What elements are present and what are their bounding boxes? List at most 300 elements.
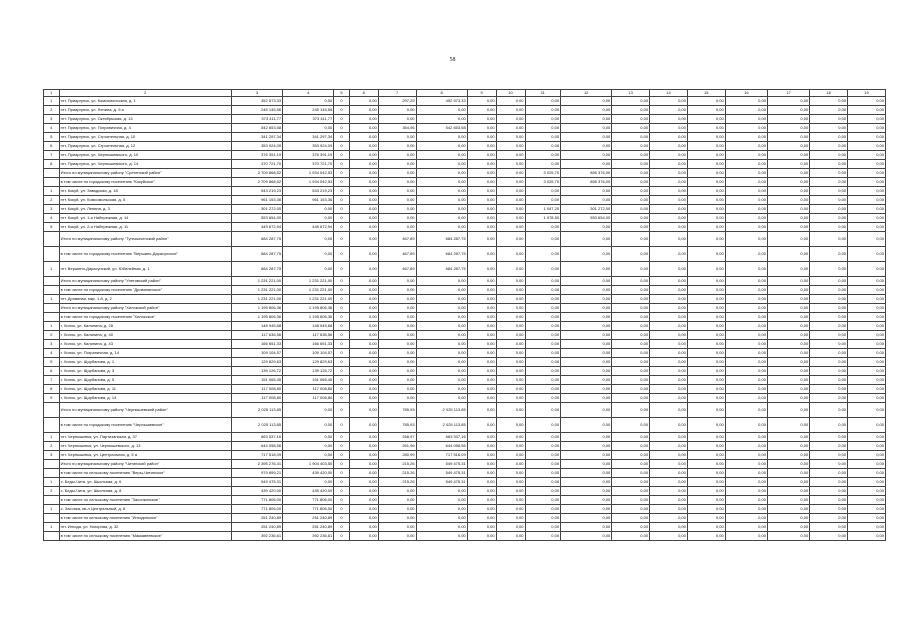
table-row bbox=[44, 232, 886, 247]
cell-value: 0,00 bbox=[687, 358, 725, 367]
cell-value: 0,00 bbox=[725, 106, 767, 115]
cell-value: 0,00 bbox=[687, 442, 725, 451]
cell-value: 0,00 bbox=[416, 331, 467, 340]
cell-value: 0,00 bbox=[416, 376, 467, 385]
cell-value: 373 411,77 bbox=[283, 115, 334, 124]
cell-value: 0,00 bbox=[349, 349, 378, 358]
cell-value: 0,00 bbox=[496, 478, 525, 487]
cell-value: 0,00 bbox=[810, 469, 848, 478]
row-number: 7 bbox=[44, 376, 60, 385]
row-label: Итого по муниципальному району "Улетовский район" bbox=[59, 277, 231, 286]
cell-value: 0,00 bbox=[525, 247, 561, 262]
cell-value: 0,00 bbox=[416, 214, 467, 223]
cell-value: 0,00 bbox=[496, 433, 525, 442]
cell-value: 0,00 bbox=[561, 106, 612, 115]
cell-value: 0,00 bbox=[283, 442, 334, 451]
cell-value: 0 bbox=[334, 532, 350, 541]
cell-value: 0,00 bbox=[848, 385, 886, 394]
column-number: 13 bbox=[612, 90, 650, 97]
cell-value: 0,00 bbox=[525, 286, 561, 295]
cell-value: 0,00 bbox=[687, 469, 725, 478]
cell-value: 0,00 bbox=[349, 151, 378, 160]
row-number: 4 bbox=[44, 214, 60, 223]
cell-value: 0,00 bbox=[848, 133, 886, 142]
cell-value: 961 153,36 bbox=[283, 196, 334, 205]
cell-value: 0,00 bbox=[561, 223, 612, 232]
cell-value: 549 475,31 bbox=[416, 460, 467, 469]
cell-value: 0,00 bbox=[378, 376, 416, 385]
cell-value: 0,00 bbox=[416, 187, 467, 196]
cell-value: 0,00 bbox=[810, 523, 848, 532]
cell-value: 0,00 bbox=[612, 385, 650, 394]
cell-value: 0,00 bbox=[810, 367, 848, 376]
row-label: с. Засопка, кв-л Центральный, д. 8 bbox=[59, 505, 231, 514]
cell-value: 0,00 bbox=[810, 532, 848, 541]
cell-value: 0,00 bbox=[650, 295, 688, 304]
cell-value: 0,00 bbox=[725, 505, 767, 514]
cell-value: 0,00 bbox=[496, 523, 525, 532]
table-row bbox=[44, 376, 886, 385]
cell-value: 0,00 bbox=[378, 151, 416, 160]
cell-value: 0,00 bbox=[767, 367, 809, 376]
cell-value: 0,00 bbox=[349, 403, 378, 418]
cell-value: 771 806,00 bbox=[283, 505, 334, 514]
cell-value: 0 bbox=[334, 403, 350, 418]
cell-value: 166 651,33 bbox=[283, 340, 334, 349]
cell-value: 0,00 bbox=[467, 247, 496, 262]
cell-value: 0,00 bbox=[496, 394, 525, 403]
cell-value: 0,00 bbox=[687, 496, 725, 505]
cell-value: 0,00 bbox=[496, 232, 525, 247]
cell-value: 0,00 bbox=[525, 403, 561, 418]
cell-value: 0,00 bbox=[467, 214, 496, 223]
cell-value: 0,00 bbox=[767, 304, 809, 313]
cell-value: 2 025 113,85 bbox=[416, 418, 467, 433]
cell-value: 0,00 bbox=[561, 385, 612, 394]
cell-value: 0,00 bbox=[612, 340, 650, 349]
cell-value: 0,00 bbox=[848, 187, 886, 196]
cell-value: 0,00 bbox=[767, 142, 809, 151]
cell-value: 0,00 bbox=[725, 367, 767, 376]
cell-value: 467,89 bbox=[378, 247, 416, 262]
cell-value: 0,00 bbox=[725, 478, 767, 487]
cell-value: 855 376,00 bbox=[561, 169, 612, 178]
row-label: пгт. Приаргунск, ул. Строительная, д. 10 bbox=[59, 133, 231, 142]
cell-value: 0,00 bbox=[687, 133, 725, 142]
cell-value: 0,00 bbox=[650, 385, 688, 394]
cell-value: 0,00 bbox=[687, 367, 725, 376]
cell-value: 2 025 113,85 bbox=[416, 403, 467, 418]
cell-value: 0,00 bbox=[525, 196, 561, 205]
cell-value: 0,00 bbox=[725, 151, 767, 160]
cell-value: 251 240,89 bbox=[231, 523, 282, 532]
cell-value: 0 bbox=[334, 496, 350, 505]
cell-value: 0,00 bbox=[612, 262, 650, 277]
cell-value: 139 126,72 bbox=[231, 367, 282, 376]
table-row bbox=[44, 277, 886, 286]
cell-value: 0,00 bbox=[525, 505, 561, 514]
row-label: в том числе по городскому поселению "Хилокское" bbox=[59, 313, 231, 322]
cell-value: 0,00 bbox=[848, 304, 886, 313]
cell-value: 0,00 bbox=[525, 367, 561, 376]
cell-value: 0,00 bbox=[810, 376, 848, 385]
column-number: 2 bbox=[59, 90, 231, 97]
cell-value: 0,00 bbox=[687, 232, 725, 247]
cell-value: 0,00 bbox=[687, 151, 725, 160]
cell-value: 0 bbox=[334, 115, 350, 124]
cell-value: 0,00 bbox=[283, 262, 334, 277]
cell-value: 0 bbox=[334, 160, 350, 169]
cell-value: 0,00 bbox=[561, 532, 612, 541]
cell-value: 0,00 bbox=[725, 340, 767, 349]
cell-value: 0,00 bbox=[848, 142, 886, 151]
cell-value: 0,00 bbox=[650, 196, 688, 205]
cell-value: 0,00 bbox=[496, 151, 525, 160]
cell-value: 0,00 bbox=[650, 469, 688, 478]
cell-value: 0,00 bbox=[725, 223, 767, 232]
cell-value: 0,00 bbox=[467, 97, 496, 106]
cell-value: 0,00 bbox=[561, 331, 612, 340]
cell-value: 0,00 bbox=[349, 160, 378, 169]
cell-value: 0,00 bbox=[467, 478, 496, 487]
cell-value: 0,00 bbox=[496, 160, 525, 169]
row-number: 1 bbox=[44, 433, 60, 442]
cell-value: 0,00 bbox=[725, 262, 767, 277]
cell-value: 0,00 bbox=[525, 124, 561, 133]
row-number: 3 bbox=[44, 115, 60, 124]
cell-value: 717 518,09 bbox=[231, 451, 282, 460]
row-number: 3 bbox=[44, 340, 60, 349]
cell-value: 0 bbox=[334, 487, 350, 496]
cell-value: 0,00 bbox=[416, 514, 467, 523]
cell-value: 0,00 bbox=[561, 295, 612, 304]
cell-value: 0 bbox=[334, 358, 350, 367]
row-number: 5 bbox=[44, 223, 60, 232]
cell-value: 0,00 bbox=[848, 451, 886, 460]
cell-value: 0,00 bbox=[283, 205, 334, 214]
cell-value: 0,00 bbox=[561, 358, 612, 367]
cell-value: 0,00 bbox=[467, 304, 496, 313]
cell-value: 0,00 bbox=[767, 460, 809, 469]
row-number: 1 bbox=[44, 295, 60, 304]
table-row bbox=[44, 304, 886, 313]
cell-value: 0,00 bbox=[848, 115, 886, 124]
cell-value: 0,00 bbox=[725, 403, 767, 418]
cell-value: 0,00 bbox=[561, 367, 612, 376]
cell-value: 0 bbox=[334, 247, 350, 262]
cell-value: 0,00 bbox=[650, 451, 688, 460]
cell-value: 0,00 bbox=[725, 247, 767, 262]
cell-value: 663 537,16 bbox=[416, 433, 467, 442]
cell-value: 0,00 bbox=[612, 403, 650, 418]
row-label: г. Хилок, ул. Калинина, д. 28 bbox=[59, 322, 231, 331]
cell-value: 2 395 276,41 bbox=[231, 460, 282, 469]
row-number: 9 bbox=[44, 394, 60, 403]
cell-value: 0,00 bbox=[767, 433, 809, 442]
cell-value: 0,00 bbox=[767, 223, 809, 232]
cell-value: 0,00 bbox=[416, 385, 467, 394]
cell-value: 0,00 bbox=[725, 187, 767, 196]
cell-value: 0,00 bbox=[687, 451, 725, 460]
cell-value: 0,00 bbox=[612, 313, 650, 322]
cell-value: 0 bbox=[334, 106, 350, 115]
cell-value: 439 420,00 bbox=[231, 487, 282, 496]
cell-value: 0,00 bbox=[525, 514, 561, 523]
cell-value: 0,00 bbox=[349, 214, 378, 223]
cell-value: 301 272,00 bbox=[231, 205, 282, 214]
cell-value: 0,00 bbox=[848, 532, 886, 541]
cell-value: 0,00 bbox=[525, 496, 561, 505]
row-number: 2 bbox=[44, 442, 60, 451]
cell-value: 0,00 bbox=[349, 178, 378, 187]
cell-value: 684 287,75 bbox=[231, 247, 282, 262]
column-number: 7 bbox=[378, 90, 416, 97]
cell-value: 2 709 868,52 bbox=[231, 169, 282, 178]
column-number: 12 bbox=[561, 90, 612, 97]
cell-value: 129 829,63 bbox=[283, 358, 334, 367]
cell-value: 0,00 bbox=[810, 478, 848, 487]
row-label: г. Хилок, ул. Щорбанова, д. 5 bbox=[59, 376, 231, 385]
cell-value: 0,00 bbox=[848, 403, 886, 418]
row-label: в том числе по сельскому поселению "Маккавеевское" bbox=[59, 532, 231, 541]
cell-value: 0,00 bbox=[416, 178, 467, 187]
cell-value: 1 934 042,53 bbox=[283, 169, 334, 178]
cell-value: 0,00 bbox=[416, 205, 467, 214]
cell-value: 0,00 bbox=[349, 277, 378, 286]
cell-value: 0,00 bbox=[767, 133, 809, 142]
row-number bbox=[44, 313, 60, 322]
cell-value: 0,00 bbox=[349, 97, 378, 106]
cell-value: 855 376,00 bbox=[561, 178, 612, 187]
row-number bbox=[44, 469, 60, 478]
cell-value: 0,00 bbox=[767, 277, 809, 286]
cell-value: 0,00 bbox=[612, 487, 650, 496]
cell-value: 0,00 bbox=[349, 262, 378, 277]
cell-value: 0,00 bbox=[378, 214, 416, 223]
row-label: с. Беды-Чита, ул. Школьная, д. 8 bbox=[59, 487, 231, 496]
cell-value: 0,00 bbox=[378, 295, 416, 304]
cell-value: 0 bbox=[334, 331, 350, 340]
row-label: Итого по муниципальному району "Сретенский район" bbox=[59, 169, 231, 178]
row-number: 1 bbox=[44, 262, 60, 277]
cell-value: 0,00 bbox=[810, 124, 848, 133]
cell-value: 0,00 bbox=[650, 262, 688, 277]
cell-value: 0,00 bbox=[612, 469, 650, 478]
cell-value: 0,00 bbox=[378, 496, 416, 505]
cell-value: 0,00 bbox=[561, 394, 612, 403]
cell-value: 0,00 bbox=[467, 469, 496, 478]
cell-value: 1 231 221,00 bbox=[231, 286, 282, 295]
cell-value: 0,00 bbox=[725, 277, 767, 286]
cell-value: 0,00 bbox=[467, 115, 496, 124]
cell-value: 0,00 bbox=[378, 223, 416, 232]
cell-value: 0,00 bbox=[467, 442, 496, 451]
row-label: пгт. Приаргунск, ул. Чернышевского, д. 14 bbox=[59, 160, 231, 169]
cell-value: 1 978,50 bbox=[525, 214, 561, 223]
table-row bbox=[44, 124, 886, 133]
column-number: 19 bbox=[848, 90, 886, 97]
cell-value: 0,00 bbox=[687, 322, 725, 331]
cell-value: 0,00 bbox=[650, 433, 688, 442]
cell-value: 0,00 bbox=[687, 349, 725, 358]
cell-value: 0,00 bbox=[349, 469, 378, 478]
table-row bbox=[44, 532, 886, 541]
cell-value: 0,00 bbox=[349, 514, 378, 523]
row-label: г. Хилок, ул. Щорбанова, д. 3 bbox=[59, 367, 231, 376]
cell-value: 0,00 bbox=[650, 178, 688, 187]
cell-value: 0,00 bbox=[349, 124, 378, 133]
cell-value: 0,00 bbox=[525, 433, 561, 442]
row-label: пгт. Чернышевск, ул. Чернышевского, д. 13 bbox=[59, 442, 231, 451]
cell-value: 0,00 bbox=[525, 151, 561, 160]
cell-value: 0,00 bbox=[349, 358, 378, 367]
cell-value: 0,00 bbox=[612, 178, 650, 187]
cell-value: 0,00 bbox=[848, 376, 886, 385]
cell-value: 663 537,16 bbox=[231, 433, 282, 442]
cell-value: 0,00 bbox=[612, 160, 650, 169]
cell-value: 0 bbox=[334, 295, 350, 304]
cell-value: 0,00 bbox=[650, 478, 688, 487]
cell-value: 0,00 bbox=[650, 286, 688, 295]
cell-value: 0,00 bbox=[283, 433, 334, 442]
cell-value: 0,00 bbox=[612, 496, 650, 505]
cell-value: 0,00 bbox=[650, 124, 688, 133]
cell-value: 0,00 bbox=[725, 97, 767, 106]
cell-value: 1 231 221,00 bbox=[283, 295, 334, 304]
cell-value: 0,00 bbox=[650, 418, 688, 433]
cell-value: 0,00 bbox=[767, 160, 809, 169]
cell-value: 0,00 bbox=[848, 418, 886, 433]
cell-value: 0,00 bbox=[525, 340, 561, 349]
cell-value: 0,00 bbox=[496, 247, 525, 262]
cell-value: 0,00 bbox=[378, 286, 416, 295]
cell-value: 0,00 bbox=[767, 478, 809, 487]
cell-value: 0,00 bbox=[561, 340, 612, 349]
cell-value: 117 636,56 bbox=[231, 331, 282, 340]
cell-value: 0 bbox=[334, 124, 350, 133]
cell-value: 0,00 bbox=[810, 214, 848, 223]
cell-value: 0 bbox=[334, 187, 350, 196]
cell-value: 0,00 bbox=[767, 358, 809, 367]
table-row bbox=[44, 487, 886, 496]
row-label: пгт. Кокуй, ул. 2-я Набережная, д. 11 bbox=[59, 223, 231, 232]
cell-value: 0,00 bbox=[378, 487, 416, 496]
cell-value: 0,00 bbox=[848, 331, 886, 340]
cell-value: 0,00 bbox=[767, 178, 809, 187]
cell-value: 0,00 bbox=[349, 487, 378, 496]
cell-value: 0,00 bbox=[349, 433, 378, 442]
cell-value: 0,00 bbox=[810, 277, 848, 286]
cell-value: 0,00 bbox=[767, 106, 809, 115]
cell-value: 0,00 bbox=[612, 151, 650, 160]
cell-value: 0,00 bbox=[416, 115, 467, 124]
cell-value: 0,00 bbox=[650, 205, 688, 214]
cell-value: 0 bbox=[334, 178, 350, 187]
cell-value: 0,00 bbox=[378, 205, 416, 214]
cell-value: 0,00 bbox=[561, 133, 612, 142]
row-number: 1 bbox=[44, 505, 60, 514]
cell-value: 0,00 bbox=[810, 142, 848, 151]
row-number bbox=[44, 304, 60, 313]
cell-value: 0 bbox=[334, 394, 350, 403]
cell-value: 0,00 bbox=[496, 286, 525, 295]
cell-value: 0,00 bbox=[848, 487, 886, 496]
cell-value: 0,00 bbox=[810, 505, 848, 514]
cell-value: 0,00 bbox=[650, 160, 688, 169]
row-number: 2 bbox=[44, 106, 60, 115]
cell-value: 1 231 221,00 bbox=[231, 277, 282, 286]
cell-value: 0,00 bbox=[767, 232, 809, 247]
table-row bbox=[44, 358, 886, 367]
table-row bbox=[44, 496, 886, 505]
cell-value: 0,00 bbox=[810, 205, 848, 214]
cell-value: 0,00 bbox=[349, 106, 378, 115]
cell-value: 0,00 bbox=[687, 331, 725, 340]
cell-value: 1 934 042,53 bbox=[283, 178, 334, 187]
cell-value: 0,00 bbox=[810, 418, 848, 433]
cell-value: 785,93 bbox=[378, 418, 416, 433]
cell-value: 0,00 bbox=[612, 514, 650, 523]
cell-value: 0,00 bbox=[725, 214, 767, 223]
row-label: в том числе по сельскому поселению "Засопкинское" bbox=[59, 496, 231, 505]
cell-value: 0,00 bbox=[848, 295, 886, 304]
cell-value: 0,00 bbox=[612, 460, 650, 469]
cell-value: 0,00 bbox=[378, 523, 416, 532]
table-row bbox=[44, 115, 886, 124]
table-row bbox=[44, 97, 886, 106]
cell-value: 370 721,70 bbox=[231, 160, 282, 169]
cell-value: 0,00 bbox=[767, 151, 809, 160]
cell-value: 0,00 bbox=[496, 277, 525, 286]
cell-value: 0 bbox=[334, 451, 350, 460]
cell-value: 0,00 bbox=[378, 277, 416, 286]
cell-value: 0,00 bbox=[283, 214, 334, 223]
cell-value: 0,00 bbox=[525, 304, 561, 313]
cell-value: 0,00 bbox=[378, 349, 416, 358]
cell-value: 0,00 bbox=[725, 169, 767, 178]
cell-value: 0,00 bbox=[467, 295, 496, 304]
cell-value: 0,00 bbox=[561, 496, 612, 505]
cell-value: 0,00 bbox=[767, 532, 809, 541]
cell-value: 0,00 bbox=[416, 286, 467, 295]
cell-value: 0,00 bbox=[612, 433, 650, 442]
cell-value: 0,00 bbox=[810, 106, 848, 115]
cell-value: 0,00 bbox=[810, 403, 848, 418]
cell-value: 251,96 bbox=[378, 442, 416, 451]
row-number bbox=[44, 232, 60, 247]
column-number: 16 bbox=[725, 90, 767, 97]
cell-value: 353 924,09 bbox=[283, 142, 334, 151]
cell-value: 0,00 bbox=[525, 376, 561, 385]
row-label: Итого по муниципальному району "Хилокский район" bbox=[59, 304, 231, 313]
cell-value: 0,00 bbox=[810, 394, 848, 403]
cell-value: 0,00 bbox=[416, 394, 467, 403]
row-number bbox=[44, 418, 60, 433]
cell-value: 0,00 bbox=[416, 340, 467, 349]
cell-value: 0,00 bbox=[496, 205, 525, 214]
row-label: с. Беды-Чита, ул. Школьная, д. 6 bbox=[59, 478, 231, 487]
cell-value: 0,00 bbox=[467, 433, 496, 442]
cell-value: 0,00 bbox=[467, 523, 496, 532]
cell-value: 0,00 bbox=[496, 331, 525, 340]
cell-value: 0,00 bbox=[725, 196, 767, 205]
cell-value: 0,00 bbox=[687, 214, 725, 223]
cell-value: 549 475,31 bbox=[231, 478, 282, 487]
cell-value: 392 236,61 bbox=[283, 532, 334, 541]
cell-value: 0,00 bbox=[496, 124, 525, 133]
table-row bbox=[44, 394, 886, 403]
cell-value: 0,00 bbox=[612, 367, 650, 376]
